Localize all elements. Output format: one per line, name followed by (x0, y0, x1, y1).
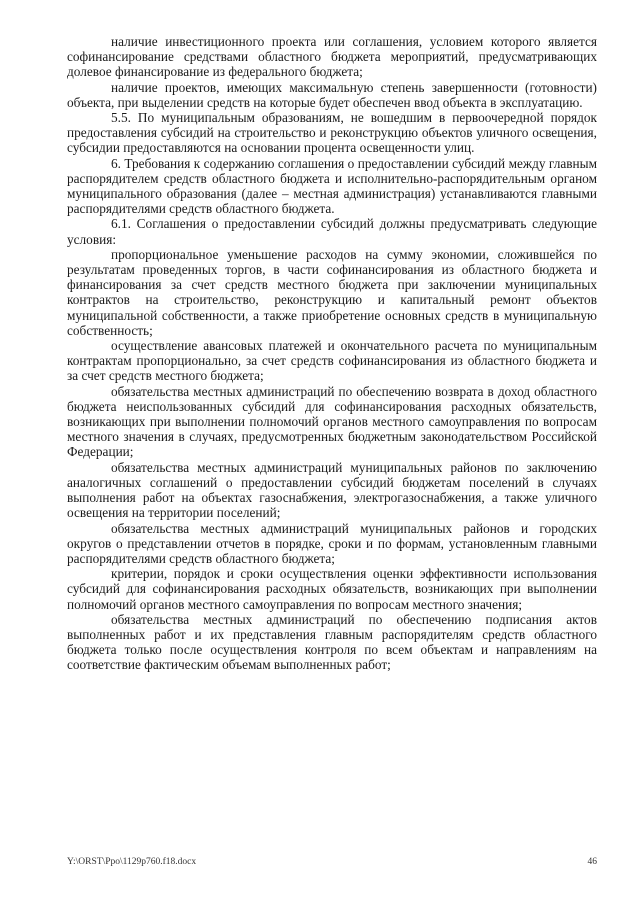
paragraph: пропорциональное уменьшение расходов на сумму экономии, сложившейся по результатам проведенных торгов, в части софинансирования из областного бюджета и финансирования за счет средств местного бюджета при заключении муниципальных контрактов на строительство, реконструкцию и капитальный ремонт объектов муниципальной собственности, а также приобретение основных средств в муниципальную собственность; (67, 246, 597, 338)
paragraph: наличие инвестиционного проекта или соглашения, условием которого является софинансирование средствами областного бюджета мероприятий, предусматривающих долевое финансирование из федерального бюджета; (67, 34, 597, 80)
paragraph: обязательства местных администраций по обеспечению возврата в доход областного бюджета неиспользованных субсидий для софинансирования расходных обязательств, возникающих при выполнении полномочий органов местного самоуправления по вопросам местного значения в случаях, предусмотренных бюджетным законодательством Российской Федерации; (67, 383, 597, 460)
paragraph: 6.1. Соглашения о предоставлении субсидий должны предусматривать следующие условия: (67, 216, 597, 247)
paragraph: обязательства местных администраций по обеспечению подписания актов выполненных работ и их представления главным распорядителям средств областного бюджета только после осуществления контроля по всем объектам и направлениям на соответствие фактическим объемам выполненных работ; (67, 611, 597, 673)
page-number: 46 (587, 857, 597, 867)
paragraph: критерии, порядок и сроки осуществления оценки эффективности использования субсидий для софинансирования расходных обязательств, возникающих при выполнении полномочий органов местного самоуправления по вопросам местного значения; (67, 566, 597, 612)
paragraph: 5.5. По муниципальным образованиям, не вошедшим в первоочередной порядок предоставления субсидий на строительство и реконструкцию объектов уличного освещения, субсидии предоставляются на основании процента освещенности улиц. (67, 110, 597, 156)
document-body (67, 34, 597, 673)
paragraph: обязательства местных администраций муниципальных районов по заключению аналогичных соглашений о предоставлении субсидий бюджетам поселений в случаях выполнения работ на объектах газоснабжения, электрогазоснабжения, а также уличного освещения на территории поселений; (67, 459, 597, 521)
paragraph: наличие проектов, имеющих максимальную степень завершенности (готовности) объекта, при выделении средств на которые будет обеспечен ввод объекта в эксплуатацию. (67, 79, 597, 110)
paragraph: обязательства местных администраций муниципальных районов и городских округов о представлении отчетов в порядке, сроки и по формам, установленным главными распорядителями средств областного бюджета; (67, 520, 597, 566)
paragraph: осуществление авансовых платежей и окончательного расчета по муниципальным контрактам пропорционально, за счет средств софинансирования из областного бюджета и за счет средств местного бюджета; (67, 338, 597, 384)
paragraph: 6. Требования к содержанию соглашения о предоставлении субсидий между главным распорядителем средств областного бюджета и исполнительно-распорядительным органом муниципального образования (далее – местная администрация) устанавливаются главными распорядителями средств областного бюджета. (67, 155, 597, 217)
footer-file-path: Y:\ORST\Ppo\1129p760.f18.docx (67, 857, 197, 867)
